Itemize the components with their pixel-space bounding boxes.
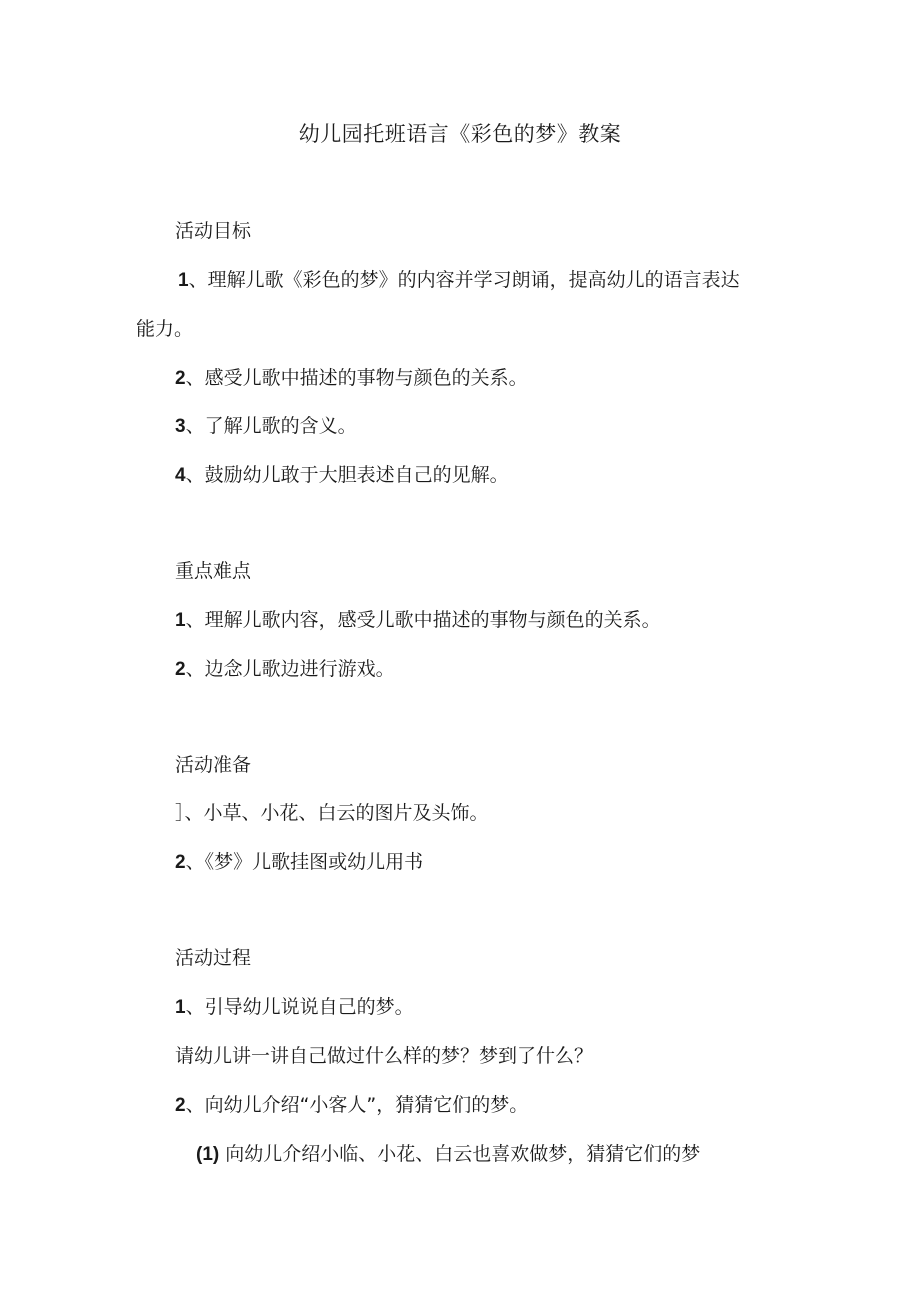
goal-item-1-number: 1 xyxy=(178,270,189,291)
section-heading-key-points: 重点难点 xyxy=(175,560,252,582)
process-step-1-number: 1 xyxy=(175,997,186,1018)
goal-item-2-text: 、感受儿歌中描述的事物与颜色的关系。 xyxy=(185,367,528,389)
goal-item-4-text: 、鼓励幼儿敢于大胆表述自己的见解。 xyxy=(185,464,509,486)
goal-item-3-number: 3 xyxy=(175,416,186,437)
preparation-item-1 xyxy=(175,800,489,826)
goal-item-4-number: 4 xyxy=(175,465,186,486)
key-point-item-2 xyxy=(175,656,395,683)
key-point-item-2-number: 2 xyxy=(175,659,186,680)
goal-item-3 xyxy=(175,413,357,440)
process-step-2-sub-1-text: 向幼儿介绍小临、小花、白云也喜欢做梦，猜猜它们的梦 xyxy=(219,1143,701,1165)
preparation-item-2-text: 、《梦》儿歌挂图或幼儿用书 xyxy=(185,851,424,873)
goal-item-1-continuation: 能力。 xyxy=(136,318,194,340)
process-step-2-sub-1 xyxy=(196,1141,700,1168)
document-title: 幼儿园托班语言《彩色的梦》教案 xyxy=(298,122,622,146)
preparation-item-1-text: 、小草、小花、白云的图片及头饰。 xyxy=(184,802,489,824)
key-point-item-2-text: 、边念儿歌边进行游戏。 xyxy=(185,658,395,680)
preparation-item-1-number: ］ xyxy=(175,802,185,824)
process-step-2-sub-1-number: (1) xyxy=(196,1144,220,1165)
key-point-item-1-text: 、理解儿歌内容，感受儿歌中描述的事物与颜色的关系。 xyxy=(185,609,661,631)
goal-item-3-text: 、了解儿歌的含义。 xyxy=(185,415,357,437)
process-step-1 xyxy=(175,994,414,1021)
process-step-1-text: 、引导幼儿说说自己的梦。 xyxy=(185,996,414,1018)
preparation-item-2 xyxy=(175,849,423,876)
goal-item-2-number: 2 xyxy=(175,368,186,389)
section-heading-process: 活动过程 xyxy=(175,947,252,969)
preparation-item-2-number: 2 xyxy=(175,852,186,873)
goal-item-1-text: 、理解儿歌《彩色的梦》的内容并学习朗诵，提高幼儿的语言表达 xyxy=(188,269,740,291)
process-step-1-detail: 请幼儿讲一讲自己做过什么样的梦？梦到了什么？ xyxy=(175,1045,594,1067)
key-point-item-1-number: 1 xyxy=(175,610,186,631)
process-step-2-number: 2 xyxy=(175,1095,186,1116)
goal-item-1 xyxy=(178,267,740,294)
goal-item-2 xyxy=(175,365,528,392)
section-heading-preparation: 活动准备 xyxy=(175,754,252,776)
key-point-item-1 xyxy=(175,607,661,634)
process-step-2 xyxy=(175,1092,528,1119)
process-step-2-text: 、向幼儿介绍“小客人”，猜猜它们的梦。 xyxy=(185,1094,529,1116)
section-heading-goals: 活动目标 xyxy=(175,220,252,242)
goal-item-4 xyxy=(175,462,509,489)
